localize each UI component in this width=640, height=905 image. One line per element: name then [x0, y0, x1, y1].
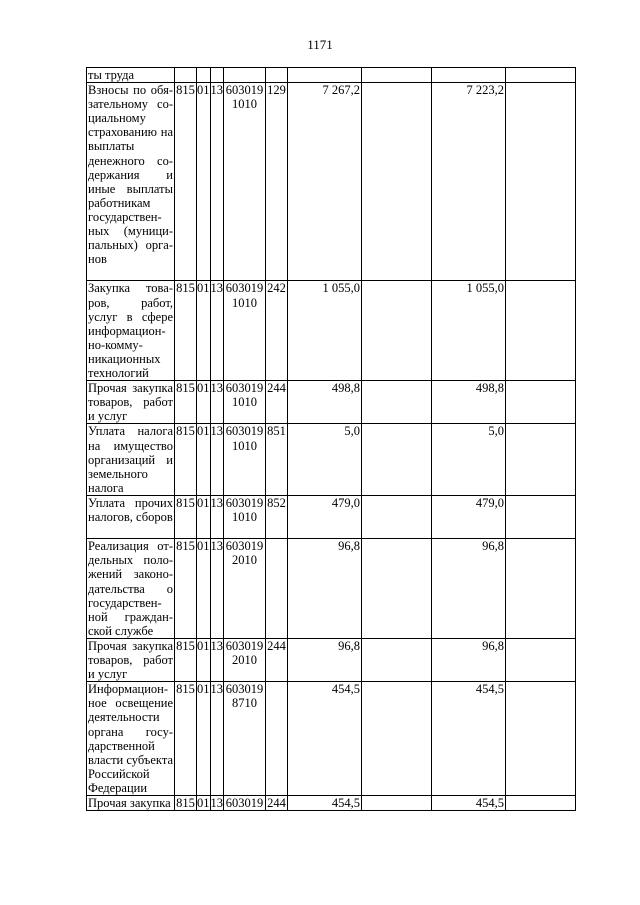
subsection-code-cell: 13 — [210, 682, 224, 796]
section-code-cell: 01 — [197, 638, 211, 681]
amount-cell-4 — [506, 281, 576, 381]
target-article-cell: 603019 — [224, 796, 266, 811]
expense-type-cell: 244 — [267, 796, 286, 811]
row-name-cell: Взносы по обязательному социальному страхованию на выплаты денежного содержания и иные выплаты работникам государственных (муниципальных) органов — [87, 83, 175, 281]
table-row — [87, 68, 576, 83]
subsection-code-cell: 13 — [210, 281, 224, 381]
amount-cell-1: 7 267,2 — [288, 83, 362, 281]
section-code-cell: 01 — [197, 495, 211, 538]
subsection-code-cell: 13 — [210, 83, 224, 281]
amount-cell-4 — [506, 638, 576, 681]
amount-cell-3: 454,5 — [432, 796, 506, 811]
table-row — [87, 682, 576, 796]
target-article-cell: 603019 1010 — [224, 381, 266, 424]
section-code-cell: 01 — [197, 539, 211, 639]
table-body — [87, 68, 576, 811]
target-article-cell: 603019 1010 — [224, 281, 266, 381]
grbs-code-cell: 815 — [175, 539, 197, 639]
row-name-cell: Уплата налога на имущество организаций и земельного налога — [88, 424, 173, 495]
subsection-code-cell — [210, 68, 224, 83]
grbs-code-cell: 815 — [175, 281, 197, 381]
expense-type-cell — [266, 68, 288, 83]
amount-cell-3: 96,8 — [432, 539, 506, 639]
expense-type-cell: 244 — [266, 638, 288, 681]
table-row — [87, 539, 576, 639]
expense-type-cell: 244 — [266, 381, 288, 424]
amount-cell-1: 498,8 — [288, 381, 362, 424]
row-name-cell: Уплата прочих налогов, сборов — [87, 495, 175, 538]
subsection-code-cell: 13 — [210, 495, 224, 538]
amount-cell-2 — [362, 495, 432, 538]
amount-cell-2 — [362, 682, 432, 796]
grbs-code-cell — [175, 68, 197, 83]
amount-cell-1: 479,0 — [288, 495, 362, 538]
row-name-cell: Прочая закупка товаров, работ и услуг — [88, 381, 173, 424]
subsection-code-cell: 13 — [210, 539, 224, 639]
amount-cell-3: 454,5 — [432, 682, 506, 796]
table-row — [87, 424, 576, 496]
amount-cell-1: 96,8 — [288, 539, 362, 639]
page-number: 1171 — [307, 37, 333, 52]
subsection-code-cell: 13 — [210, 381, 224, 424]
amount-cell-2 — [362, 83, 432, 281]
amount-cell-1: 96,8 — [288, 638, 362, 681]
expense-type-cell: 852 — [266, 495, 288, 538]
amount-cell-3: 1 055,0 — [432, 281, 506, 381]
expense-type-cell: 851 — [266, 424, 288, 496]
row-name-cell: Информационное освещение деятельности органа государственной власти субъекта Российской Федерации — [88, 682, 173, 795]
expense-type-cell — [266, 539, 288, 639]
amount-cell-3: 479,0 — [432, 495, 506, 538]
target-article-cell: 603019 2010 — [224, 539, 266, 639]
target-article-cell: 603019 1010 — [224, 83, 266, 281]
target-article-cell: 603019 1010 — [224, 424, 266, 496]
amount-cell-3 — [432, 68, 506, 83]
amount-cell-1: 454,5 — [288, 682, 362, 796]
table-row — [87, 796, 576, 811]
amount-cell-4 — [506, 68, 576, 83]
section-code-cell: 01 — [197, 424, 211, 496]
table-row — [87, 83, 576, 281]
target-article-cell — [224, 68, 266, 83]
amount-cell-1 — [288, 68, 362, 83]
amount-cell-1: 5,0 — [288, 424, 362, 496]
grbs-code-cell: 815 — [175, 83, 197, 281]
target-article-cell: 603019 2010 — [224, 638, 266, 681]
grbs-code-cell: 815 — [175, 638, 197, 681]
amount-cell-2 — [362, 638, 432, 681]
amount-cell-2 — [362, 539, 432, 639]
row-name-cell: Реализация отдельных положений законодательства о государственной гражданской службе — [88, 539, 173, 638]
target-article-cell: 603019 1010 — [224, 495, 266, 538]
table-row — [87, 638, 576, 681]
grbs-code-cell: 815 — [175, 682, 197, 796]
table-row — [87, 381, 576, 424]
amount-cell-2 — [362, 424, 432, 496]
grbs-code-cell: 815 — [176, 796, 195, 811]
table-row — [87, 495, 576, 538]
grbs-code-cell: 815 — [175, 424, 197, 496]
row-name-cell: Закупка товаров, работ, услуг в сфере информационно-коммуникационных технологий — [88, 281, 173, 381]
amount-cell-3: 7 223,2 — [432, 83, 506, 281]
amount-cell-1: 1 055,0 — [288, 281, 362, 381]
amount-cell-3: 96,8 — [432, 638, 506, 681]
expense-type-cell: 129 — [266, 83, 288, 281]
subsection-code-cell: 13 — [210, 638, 224, 681]
amount-cell-4 — [506, 83, 576, 281]
section-code-cell — [197, 68, 211, 83]
section-code-cell: 01 — [197, 281, 211, 381]
row-name-cell: Прочая закупка — [87, 796, 175, 811]
amount-cell-1: 454,5 — [288, 796, 362, 811]
amount-cell-2 — [362, 281, 432, 381]
amount-cell-3: 5,0 — [432, 424, 506, 496]
subsection-code-cell: 13 — [210, 424, 224, 496]
subsection-code-cell: 13 — [210, 796, 223, 811]
amount-cell-2 — [362, 796, 432, 811]
section-code-cell: 01 — [197, 796, 210, 811]
section-code-cell: 01 — [197, 381, 211, 424]
row-name-cell: ты труда — [87, 68, 175, 83]
amount-cell-4 — [506, 381, 576, 424]
amount-cell-4 — [506, 424, 576, 496]
section-code-cell: 01 — [197, 83, 211, 281]
table-row — [87, 281, 576, 381]
amount-cell-4 — [506, 495, 576, 538]
amount-cell-2 — [362, 381, 432, 424]
grbs-code-cell: 815 — [175, 381, 197, 424]
grbs-code-cell: 815 — [175, 495, 197, 538]
budget-table — [86, 67, 576, 811]
amount-cell-3: 498,8 — [432, 381, 506, 424]
section-code-cell: 01 — [197, 682, 211, 796]
row-name-cell: Прочая закупка товаров, работ и услуг — [88, 638, 173, 682]
amount-cell-4 — [506, 539, 576, 639]
target-article-cell: 603019 8710 — [224, 682, 266, 796]
expense-type-cell — [266, 682, 288, 796]
amount-cell-2 — [362, 68, 432, 83]
expense-type-cell: 242 — [266, 281, 288, 381]
amount-cell-4 — [506, 682, 576, 796]
amount-cell-4 — [506, 796, 576, 811]
